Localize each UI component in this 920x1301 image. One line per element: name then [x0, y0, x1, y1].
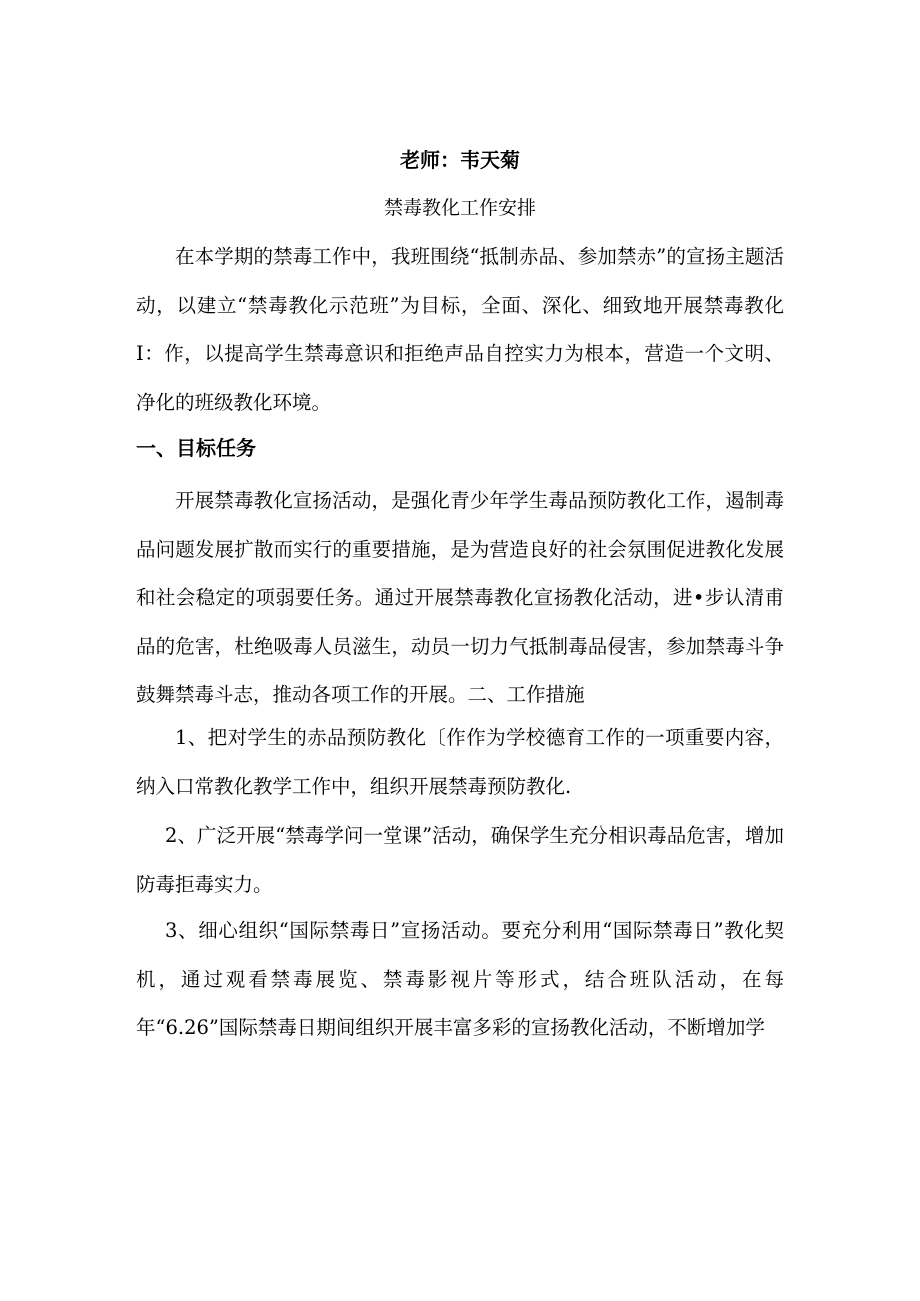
measure-item-1: 1、把对学生的赤品预防教化〔作作为学校德育工作的一项重要内容，纳入口常教化教学工作中，组织开展禁毒预防教化.: [136, 726, 784, 798]
section-heading-goals: 一、目标任务: [136, 436, 256, 460]
measure-item-2: 2、广泛开展“禁毒学问一堂课”活动，确保学生充分相识毒品危害，增加防毒拒毒实力。: [136, 824, 784, 896]
teacher-name: 老师：韦天菊: [400, 148, 520, 172]
goals-paragraph: 开展禁毒教化宣扬活动，是强化青少年学生毒品预防教化工作，遏制毒品问题发展扩散而实行的重要措施，是为营造良好的社会氛围促进教化发展和社会稳定的项弱要任务。通过开展禁毒教化宣扬教化活动，进•步认清甫品的危害，杜绝吸毒人员滋生，动员一切力气抵制毒品侵害，参加禁毒斗争鼓舞禁毒斗志，推动各项工作的开展。二、工作措施: [136, 489, 784, 706]
document-title: 禁毒教化工作安排: [383, 197, 536, 219]
measure-item-3: 3、细心组织“国际禁毒日”宣扬活动。要充分利用“国际禁毒日”教化契机，通过观看禁毒展览、禁毒影视片等形式，结合班队活动，在每年“6.26”国际禁毒日期间组织开展丰富多彩的宣扬教化活动，不断增加学: [136, 919, 784, 1039]
intro-paragraph: 在本学期的禁毒工作中，我班围绕“抵制赤品、参加禁赤”的宣扬主题活动，以建立“禁毒教化示范班”为目标，全面、深化、细致地开展禁毒教化I：作，以提高学生禁毒意识和拒绝声品自控实力为根本，营造一个文明、净化的班级教化环境。: [136, 245, 784, 414]
